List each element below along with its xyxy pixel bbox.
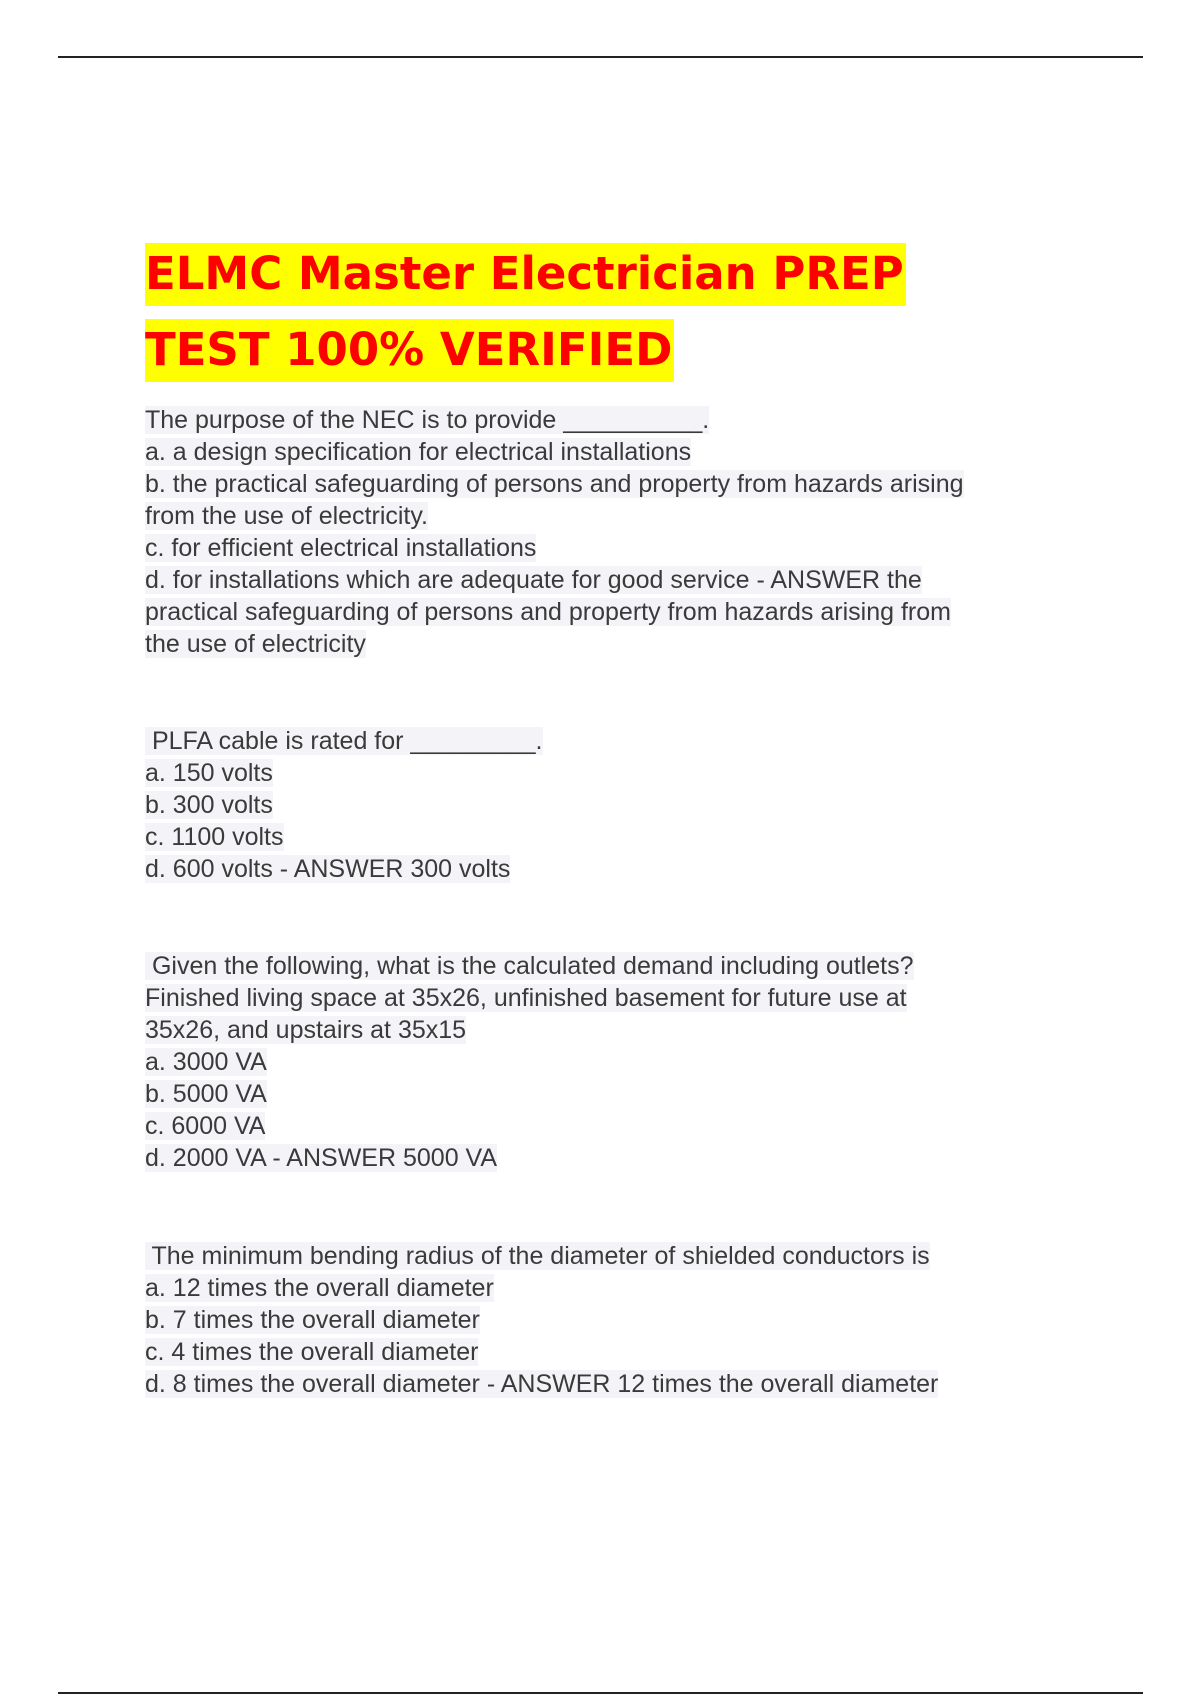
question-text: The purpose of the NEC is to provide __________. — [145, 406, 710, 434]
document-title — [145, 236, 1105, 388]
header-rule — [58, 56, 1143, 58]
option-d-answer: d. 8 times the overall diameter - ANSWER 12 times the overall diameter — [145, 1370, 939, 1398]
question-block — [145, 725, 1105, 885]
option-d-answer: d. for installations which are adequate for good service - ANSWER the — [145, 566, 922, 594]
option-c: c. 6000 VA — [145, 1112, 266, 1140]
option-b: b. 5000 VA — [145, 1080, 267, 1108]
question-text-continued: 35x26, and upstairs at 35x15 — [145, 1016, 467, 1044]
option-b-continued: from the use of electricity. — [145, 502, 428, 530]
answer-continued: practical safeguarding of persons and property from hazards arising from — [145, 598, 951, 626]
question-block — [145, 404, 1105, 660]
title-line-2: TEST 100% VERIFIED — [145, 319, 674, 382]
option-a: a. a design specification for electrical installations — [145, 438, 692, 466]
question-text: PLFA cable is rated for _________. — [145, 727, 543, 755]
option-d-answer: d. 2000 VA - ANSWER 5000 VA — [145, 1144, 498, 1172]
answer-continued: the use of electricity — [145, 630, 366, 658]
option-c: c. 1100 volts — [145, 823, 284, 851]
option-a: a. 12 times the overall diameter — [145, 1274, 494, 1302]
option-b: b. 300 volts — [145, 791, 273, 819]
option-a: a. 3000 VA — [145, 1048, 267, 1076]
option-a: a. 150 volts — [145, 759, 273, 787]
question-text-continued: Finished living space at 35x26, unfinished basement for future use at — [145, 984, 907, 1012]
option-b: b. the practical safeguarding of persons and property from hazards arising — [145, 470, 964, 498]
option-c: c. for efficient electrical installations — [145, 534, 537, 562]
question-text: The minimum bending radius of the diameter of shielded conductors is — [145, 1242, 930, 1270]
title-line-1: ELMC Master Electrician PREP — [145, 243, 906, 306]
option-b: b. 7 times the overall diameter — [145, 1306, 480, 1334]
option-d-answer: d. 600 volts - ANSWER 300 volts — [145, 855, 511, 883]
question-block — [145, 950, 1105, 1174]
document-body — [145, 236, 1105, 1400]
option-c: c. 4 times the overall diameter — [145, 1338, 479, 1366]
question-text: Given the following, what is the calculated demand including outlets? — [145, 952, 914, 980]
question-block — [145, 1240, 1105, 1400]
footer-rule — [58, 1692, 1143, 1694]
